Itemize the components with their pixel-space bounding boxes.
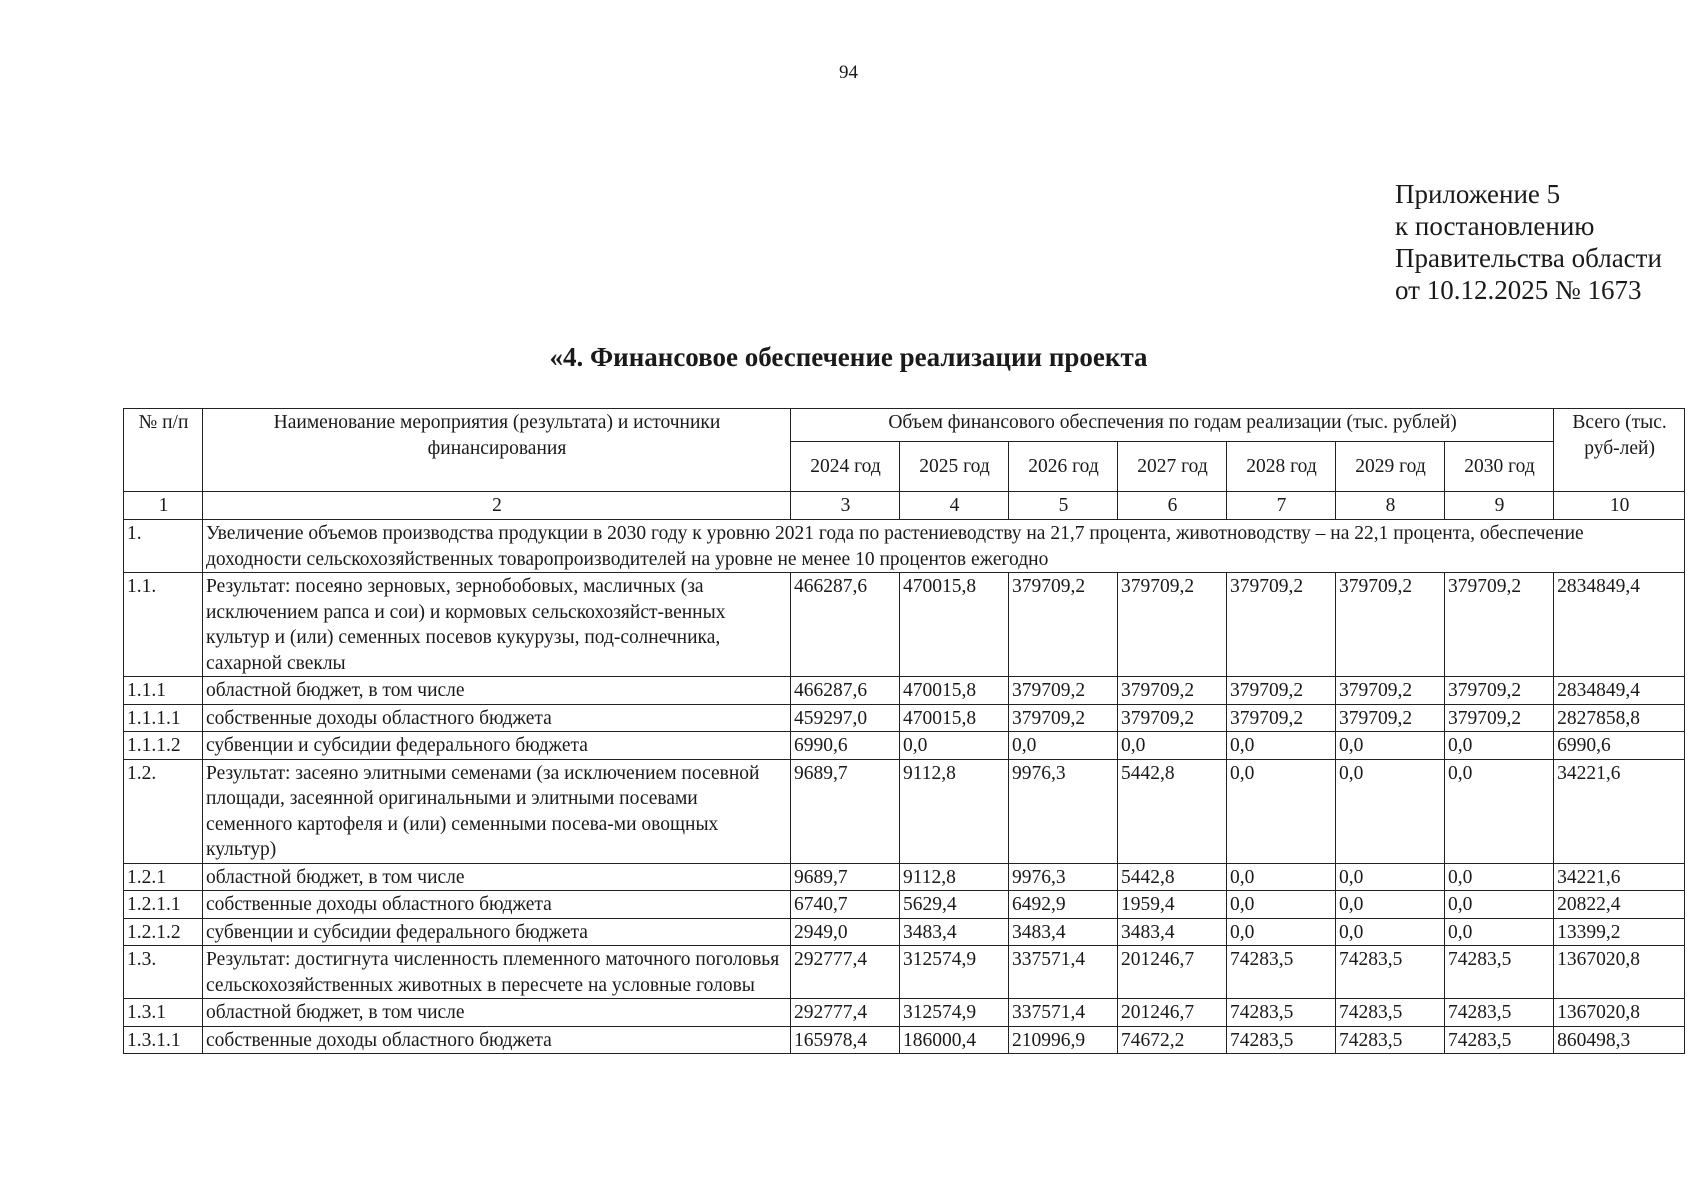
- row-year-value: 6492,9: [1009, 891, 1118, 919]
- row-total-value: 860498,3: [1554, 1026, 1685, 1054]
- header-year: 2027 год: [1118, 442, 1227, 492]
- row-year-value: 0,0: [1445, 732, 1554, 760]
- table-row: [124, 891, 1685, 919]
- row-code: 1.2.1.2: [124, 918, 203, 946]
- financing-table: [123, 408, 1685, 1054]
- row-name: субвенции и субсидии федерального бюджета: [203, 732, 791, 760]
- column-number: 1: [124, 492, 203, 520]
- table-row: [124, 759, 1685, 863]
- row-total-value: 34221,6: [1554, 759, 1685, 863]
- row-code: 1.1.1.1: [124, 704, 203, 732]
- column-number: 10: [1554, 492, 1685, 520]
- row-total-value: 2827858,8: [1554, 704, 1685, 732]
- row-year-value: 3483,4: [1009, 918, 1118, 946]
- table-row: [124, 573, 1685, 677]
- row-year-value: 337571,4: [1009, 999, 1118, 1027]
- row-year-value: 0,0: [1009, 732, 1118, 760]
- row-year-value: 466287,6: [791, 677, 900, 705]
- row-year-value: 74283,5: [1336, 946, 1445, 999]
- row-year-value: 6740,7: [791, 891, 900, 919]
- row-year-value: 74283,5: [1445, 999, 1554, 1027]
- row-year-value: 337571,4: [1009, 946, 1118, 999]
- table-row: [124, 863, 1685, 891]
- row-year-value: 466287,6: [791, 573, 900, 677]
- row-total-value: 1367020,8: [1554, 946, 1685, 999]
- header-num: № п/п: [124, 409, 203, 492]
- row-year-value: 379709,2: [1227, 677, 1336, 705]
- column-number: 6: [1118, 492, 1227, 520]
- row-code: 1.2.1: [124, 863, 203, 891]
- column-number: 3: [791, 492, 900, 520]
- row-code: 1.1.1.2: [124, 732, 203, 760]
- row-year-value: 312574,9: [900, 946, 1009, 999]
- row-year-value: 3483,4: [900, 918, 1009, 946]
- row-year-value: 379709,2: [1445, 704, 1554, 732]
- header-name: Наименование мероприятия (результата) и источники финансирования: [203, 409, 791, 492]
- row-year-value: 3483,4: [1118, 918, 1227, 946]
- row-code: 1.2.1.1: [124, 891, 203, 919]
- column-number: 5: [1009, 492, 1118, 520]
- row-year-value: 379709,2: [1118, 704, 1227, 732]
- row-code: 1.1.1: [124, 677, 203, 705]
- row-year-value: 2949,0: [791, 918, 900, 946]
- row-code: 1.: [124, 520, 203, 573]
- row-year-value: 292777,4: [791, 946, 900, 999]
- row-year-value: 6990,6: [791, 732, 900, 760]
- header-year: 2029 год: [1336, 442, 1445, 492]
- row-year-value: 74283,5: [1445, 946, 1554, 999]
- row-year-value: 0,0: [1336, 759, 1445, 863]
- column-number: 8: [1336, 492, 1445, 520]
- section-row: [124, 520, 1685, 573]
- table-row: [124, 999, 1685, 1027]
- row-total-value: 6990,6: [1554, 732, 1685, 760]
- row-year-value: 0,0: [1227, 732, 1336, 760]
- row-year-value: 74283,5: [1227, 946, 1336, 999]
- row-year-value: 292777,4: [791, 999, 900, 1027]
- document-title: «4. Финансовое обеспечение реализации проекта: [549, 342, 1148, 372]
- row-year-value: 0,0: [1227, 918, 1336, 946]
- row-name: Результат: засеяно элитными семенами (за исключением посевной площади, засеянной оригинальными и элитными посевами семенного картофеля и (или) семенными посева-ми овощных культур): [203, 759, 791, 863]
- row-year-value: 74672,2: [1118, 1026, 1227, 1054]
- row-year-value: 9976,3: [1009, 759, 1118, 863]
- row-year-value: 9689,7: [791, 863, 900, 891]
- row-year-value: 379709,2: [1445, 573, 1554, 677]
- row-year-value: 9976,3: [1009, 863, 1118, 891]
- row-year-value: 379709,2: [1227, 573, 1336, 677]
- row-total-value: 2834849,4: [1554, 677, 1685, 705]
- header-volume: Объем финансового обеспечения по годам реализации (тыс. рублей): [791, 409, 1554, 442]
- page-number: 94: [839, 62, 858, 83]
- header-year: 2024 год: [791, 442, 900, 492]
- row-year-value: 165978,4: [791, 1026, 900, 1054]
- column-number: 7: [1227, 492, 1336, 520]
- column-number: 2: [203, 492, 791, 520]
- row-year-value: 379709,2: [1227, 704, 1336, 732]
- row-name: областной бюджет, в том числе: [203, 677, 791, 705]
- row-year-value: 74283,5: [1336, 999, 1445, 1027]
- row-year-value: 459297,0: [791, 704, 900, 732]
- section-text: Увеличение объемов производства продукции в 2030 году к уровню 2021 года по растениеводству на 21,7 процента, животноводству – на 22,1 процента, обеспечение доходности сельскохозяйственных товаропроизводителей на уровне не менее 10 процентов ежегодно: [203, 520, 1685, 573]
- row-year-value: 0,0: [1118, 732, 1227, 760]
- row-name: областной бюджет, в том числе: [203, 863, 791, 891]
- row-year-value: 186000,4: [900, 1026, 1009, 1054]
- row-year-value: 74283,5: [1336, 1026, 1445, 1054]
- row-name: Результат: посеяно зерновых, зернобобовых, масличных (за исключением рапса и сои) и кормовых сельскохозяйст-венных культур и (или) семенных посевов кукурузы, под-солнечника, сахарной свеклы: [203, 573, 791, 677]
- row-year-value: 0,0: [900, 732, 1009, 760]
- table-row: [124, 677, 1685, 705]
- row-year-value: 9112,8: [900, 863, 1009, 891]
- column-number: 4: [900, 492, 1009, 520]
- row-year-value: 379709,2: [1118, 677, 1227, 705]
- row-year-value: 74283,5: [1227, 1026, 1336, 1054]
- row-year-value: 5442,8: [1118, 863, 1227, 891]
- row-year-value: 201246,7: [1118, 946, 1227, 999]
- row-year-value: 470015,8: [900, 573, 1009, 677]
- row-year-value: 379709,2: [1445, 677, 1554, 705]
- row-year-value: 379709,2: [1009, 573, 1118, 677]
- row-year-value: 0,0: [1336, 863, 1445, 891]
- appendix-line: Приложение 5: [1395, 179, 1561, 209]
- table-row: [124, 1026, 1685, 1054]
- table-row: [124, 946, 1685, 999]
- row-year-value: 5442,8: [1118, 759, 1227, 863]
- row-year-value: 0,0: [1227, 759, 1336, 863]
- row-year-value: 379709,2: [1336, 573, 1445, 677]
- row-year-value: 0,0: [1445, 891, 1554, 919]
- row-name: субвенции и субсидии федерального бюджета: [203, 918, 791, 946]
- row-year-value: 470015,8: [900, 704, 1009, 732]
- table-row: [124, 918, 1685, 946]
- row-year-value: 379709,2: [1009, 704, 1118, 732]
- row-year-value: 201246,7: [1118, 999, 1227, 1027]
- table-row: [124, 704, 1685, 732]
- header-year: 2028 год: [1227, 442, 1336, 492]
- table-row: [124, 732, 1685, 760]
- row-code: 1.2.: [124, 759, 203, 863]
- row-code: 1.3.: [124, 946, 203, 999]
- row-year-value: 379709,2: [1009, 677, 1118, 705]
- row-total-value: 13399,2: [1554, 918, 1685, 946]
- appendix-line: от 10.12.2025 № 1673: [1395, 275, 1642, 305]
- row-year-value: 0,0: [1445, 759, 1554, 863]
- row-year-value: 470015,8: [900, 677, 1009, 705]
- row-year-value: 74283,5: [1227, 999, 1336, 1027]
- row-year-value: 0,0: [1445, 918, 1554, 946]
- header-total: Всего (тыс. руб-лей): [1554, 409, 1685, 492]
- row-year-value: 0,0: [1336, 732, 1445, 760]
- row-year-value: 9689,7: [791, 759, 900, 863]
- row-year-value: 0,0: [1336, 918, 1445, 946]
- row-code: 1.3.1: [124, 999, 203, 1027]
- appendix-line: Правительства области: [1395, 243, 1662, 273]
- column-number: 9: [1445, 492, 1554, 520]
- row-code: 1.3.1.1: [124, 1026, 203, 1054]
- row-year-value: 379709,2: [1336, 704, 1445, 732]
- row-year-value: 379709,2: [1118, 573, 1227, 677]
- row-year-value: 379709,2: [1336, 677, 1445, 705]
- header-year: 2026 год: [1009, 442, 1118, 492]
- row-year-value: 210996,9: [1009, 1026, 1118, 1054]
- appendix-block: [1395, 178, 1662, 306]
- row-year-value: 9112,8: [900, 759, 1009, 863]
- row-year-value: 5629,4: [900, 891, 1009, 919]
- row-code: 1.1.: [124, 573, 203, 677]
- row-year-value: 0,0: [1227, 891, 1336, 919]
- row-year-value: 0,0: [1227, 863, 1336, 891]
- row-name: Результат: достигнута численность племенного маточного поголовья сельскохозяйственных животных в пересчете на условные головы: [203, 946, 791, 999]
- row-year-value: 0,0: [1336, 891, 1445, 919]
- row-name: собственные доходы областного бюджета: [203, 891, 791, 919]
- row-year-value: 1959,4: [1118, 891, 1227, 919]
- row-total-value: 2834849,4: [1554, 573, 1685, 677]
- header-year: 2025 год: [900, 442, 1009, 492]
- row-name: собственные доходы областного бюджета: [203, 704, 791, 732]
- appendix-line: к постановлению: [1395, 211, 1595, 241]
- row-year-value: 0,0: [1445, 863, 1554, 891]
- row-name: собственные доходы областного бюджета: [203, 1026, 791, 1054]
- row-total-value: 1367020,8: [1554, 999, 1685, 1027]
- column-number-row: [124, 492, 1685, 520]
- row-year-value: 74283,5: [1445, 1026, 1554, 1054]
- row-total-value: 34221,6: [1554, 863, 1685, 891]
- header-year: 2030 год: [1445, 442, 1554, 492]
- row-year-value: 312574,9: [900, 999, 1009, 1027]
- row-name: областной бюджет, в том числе: [203, 999, 791, 1027]
- row-total-value: 20822,4: [1554, 891, 1685, 919]
